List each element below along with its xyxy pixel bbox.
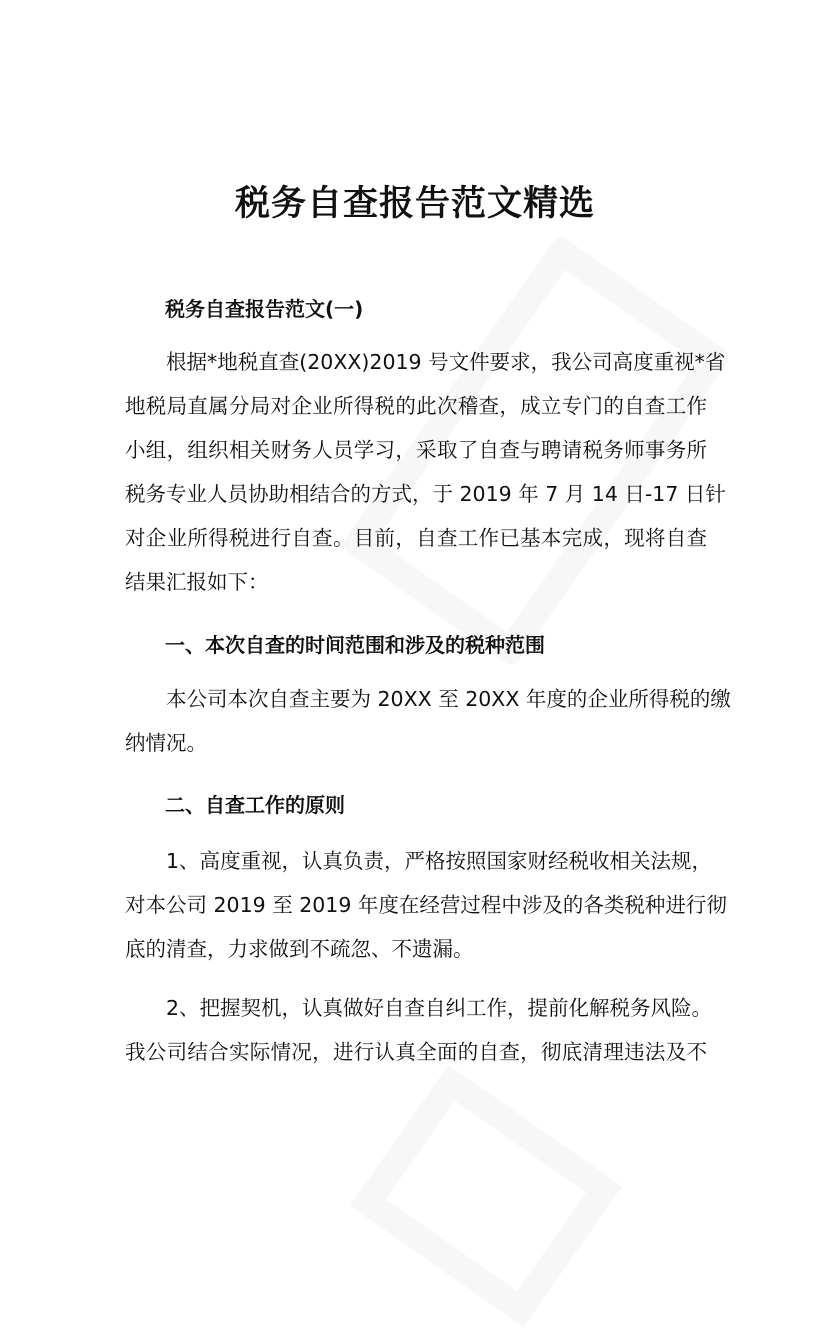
- text-line: 1、高度重视，认真负责，严格按照国家财经税收相关法规，: [166, 849, 713, 873]
- text-line: 2、把握契机，认真做好自查自纠工作，提前化解税务风险。: [166, 996, 713, 1020]
- text-line: 地税局直属分局对企业所得税的此次稽查，成立专门的自查工作: [125, 394, 707, 418]
- text-line: 小组，组织相关财务人员学习，采取了自查与聘请税务师事务所: [125, 438, 707, 462]
- item1-paragraph: [125, 839, 727, 971]
- text-line: 我公司结合实际情况，进行认真全面的自查，彻底清理违法及不: [125, 1040, 707, 1064]
- document-title: 税务自查报告范文精选: [234, 184, 595, 224]
- text-line: 税务专业人员协助相结合的方式，于 2019 年 7 月 14 日-17 日针: [125, 482, 726, 506]
- section-heading: 二、自查工作的原则: [165, 793, 345, 817]
- text-line: 结果汇报如下：: [125, 570, 269, 594]
- intro-paragraph: [125, 340, 726, 604]
- text-line: 对企业所得税进行自查。目前，自查工作已基本完成，现将自查: [125, 526, 707, 550]
- text-line: 对本公司 2019 至 2019 年度在经营过程中涉及的各类税种进行彻: [125, 893, 727, 917]
- text-line: 底的清查，力求做到不疏忽、不遗漏。: [125, 937, 474, 961]
- text-line: 根据*地税直查(20XX)2019 号文件要求，我公司高度重视*省: [166, 350, 726, 374]
- section1-paragraph: [125, 677, 731, 765]
- section-heading: 一、本次自查的时间范围和涉及的税种范围: [165, 633, 545, 657]
- document-subtitle: 税务自查报告范文(一): [165, 297, 364, 321]
- text-line: 本公司本次自查主要为 20XX 至 20XX 年度的企业所得税的缴: [166, 687, 731, 711]
- item2-paragraph: [125, 986, 713, 1074]
- text-line: 纳情况。: [125, 731, 207, 755]
- watermark: [350, 1065, 622, 1327]
